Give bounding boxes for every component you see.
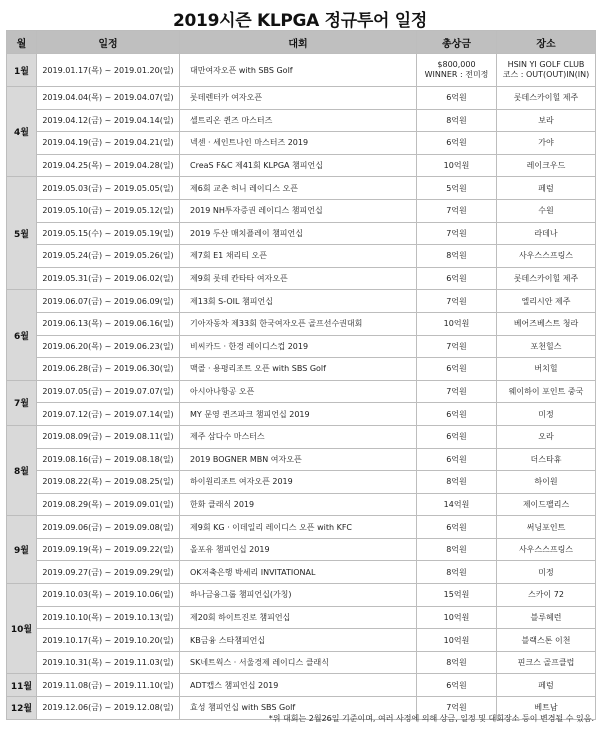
venue-cell: 오라: [497, 425, 596, 448]
venue-cell: 베트남: [497, 697, 596, 720]
date-cell: 2019.06.07(금) ~ 2019.06.09(일): [37, 290, 180, 313]
date-cell: 2019.05.10(금) ~ 2019.05.12(일): [37, 199, 180, 222]
prize-cell: 7억원: [417, 335, 497, 358]
date-cell: 2019.06.13(목) ~ 2019.06.16(일): [37, 312, 180, 335]
prize-cell: 6억원: [417, 267, 497, 290]
date-cell: 2019.05.03(금) ~ 2019.05.05(일): [37, 177, 180, 200]
table-row: [7, 538, 596, 561]
prize-cell: 6억원: [417, 516, 497, 539]
prize-cell: 7억원: [417, 290, 497, 313]
month-cell: 4월: [7, 87, 37, 177]
table-row: [7, 380, 596, 403]
venue-cell: 가야: [497, 132, 596, 155]
prize-cell: 5억원: [417, 177, 497, 200]
venue-cell: [497, 54, 596, 87]
table-row: [7, 651, 596, 674]
event-cell: 2019 NH투자증권 레이디스 챔피언십: [180, 199, 417, 222]
date-cell: 2019.07.12(금) ~ 2019.07.14(일): [37, 403, 180, 426]
table-header-row: [7, 31, 596, 54]
date-cell: 2019.10.10(목) ~ 2019.10.13(일): [37, 606, 180, 629]
table-row: [7, 109, 596, 132]
header-event: 대회: [180, 31, 417, 54]
date-cell: 2019.05.15(수) ~ 2019.05.19(일): [37, 222, 180, 245]
month-cell: 9월: [7, 516, 37, 584]
venue-cell: 베어즈베스트 청라: [497, 312, 596, 335]
event-cell: 맥콜 · 용평리조트 오픈 with SBS Golf: [180, 358, 417, 381]
table-row: [7, 448, 596, 471]
table-row: [7, 584, 596, 607]
prize-cell: 6억원: [417, 674, 497, 697]
event-cell: 제9회 롯데 칸타타 여자오픈: [180, 267, 417, 290]
venue-cell: 미정: [497, 403, 596, 426]
table-row: [7, 335, 596, 358]
table-row: [7, 674, 596, 697]
venue-cell: 엘리시안 제주: [497, 290, 596, 313]
prize-cell: 10억원: [417, 154, 497, 177]
table-row: [7, 245, 596, 268]
prize-cell: 7억원: [417, 222, 497, 245]
event-cell: 2019 BOGNER MBN 여자오픈: [180, 448, 417, 471]
table-row: [7, 154, 596, 177]
prize-cell: 8억원: [417, 538, 497, 561]
event-cell: 제9회 KG · 이데일리 레이디스 오픈 with KFC: [180, 516, 417, 539]
venue-cell: 페럼: [497, 177, 596, 200]
venue-cell: 롯데스카이힐 제주: [497, 267, 596, 290]
date-cell: 2019.04.19(금) ~ 2019.04.21(일): [37, 132, 180, 155]
prize-cell: 7억원: [417, 697, 497, 720]
prize-cell: 8억원: [417, 561, 497, 584]
event-cell: 효성 챔피언십 with SBS Golf: [180, 697, 417, 720]
header-date: 일정: [37, 31, 180, 54]
prize-cell: 8억원: [417, 109, 497, 132]
month-cell: 8월: [7, 425, 37, 515]
venue-cell: 수원: [497, 199, 596, 222]
table-row: [7, 267, 596, 290]
date-cell: 2019.05.24(금) ~ 2019.05.26(일): [37, 245, 180, 268]
date-cell: 2019.06.20(목) ~ 2019.06.23(일): [37, 335, 180, 358]
venue-cell: 포천힐스: [497, 335, 596, 358]
event-cell: OK저축은행 박세리 INVITATIONAL: [180, 561, 417, 584]
venue-cell: 블랙스톤 이천: [497, 629, 596, 652]
venue-cell: 버치힐: [497, 358, 596, 381]
table-row: [7, 493, 596, 516]
month-cell: 10월: [7, 584, 37, 674]
event-cell: KB금융 스타챔피언십: [180, 629, 417, 652]
prize-cell: 6억원: [417, 425, 497, 448]
month-cell: 12월: [7, 697, 37, 720]
date-cell: 2019.12.06(금) ~ 2019.12.08(일): [37, 697, 180, 720]
event-cell: 한화 클래식 2019: [180, 493, 417, 516]
table-row: [7, 222, 596, 245]
date-cell: 2019.08.29(목) ~ 2019.09.01(일): [37, 493, 180, 516]
event-cell: 제주 삼다수 마스터스: [180, 425, 417, 448]
event-cell: 제13회 S-OIL 챔피언십: [180, 290, 417, 313]
venue-cell: 웨이하이 포인트 중국: [497, 380, 596, 403]
table-row: [7, 177, 596, 200]
prize-cell: 8억원: [417, 471, 497, 494]
header-prize: 총상금: [417, 31, 497, 54]
header-venue: 장소: [497, 31, 596, 54]
venue-cell: 페럼: [497, 674, 596, 697]
header-month: 월: [7, 31, 37, 54]
prize-cell: 15억원: [417, 584, 497, 607]
date-cell: 2019.08.22(목) ~ 2019.08.25(일): [37, 471, 180, 494]
date-cell: 2019.06.28(금) ~ 2019.06.30(일): [37, 358, 180, 381]
table-row: [7, 471, 596, 494]
table-row: [7, 425, 596, 448]
prize-cell: 10억원: [417, 629, 497, 652]
event-cell: 아시아나항공 오픈: [180, 380, 417, 403]
date-cell: 2019.05.31(금) ~ 2019.06.02(일): [37, 267, 180, 290]
venue-cell: 미정: [497, 561, 596, 584]
venue-cell: 롯데스카이힐 제주: [497, 87, 596, 110]
date-cell: 2019.09.06(금) ~ 2019.09.08(일): [37, 516, 180, 539]
prize-cell: 10억원: [417, 312, 497, 335]
table-row: [7, 312, 596, 335]
event-cell: 제6회 교촌 허니 레이디스 오픈: [180, 177, 417, 200]
event-cell: 기아자동차 제33회 한국여자오픈 골프선수권대회: [180, 312, 417, 335]
month-cell: 11월: [7, 674, 37, 697]
prize-cell: 6억원: [417, 358, 497, 381]
date-cell: 2019.10.31(목) ~ 2019.11.03(일): [37, 651, 180, 674]
event-cell: 2019 두산 매치플레이 챔피언십: [180, 222, 417, 245]
event-cell: 넥센 · 세인트나인 마스터즈 2019: [180, 132, 417, 155]
event-cell: SK네트웍스 · 서울경제 레이디스 클래식: [180, 651, 417, 674]
prize-cell: [417, 54, 497, 87]
table-row: [7, 606, 596, 629]
prize-cell: 6억원: [417, 403, 497, 426]
date-cell: 2019.04.25(목) ~ 2019.04.28(일): [37, 154, 180, 177]
venue-cell: 제이드팰리스: [497, 493, 596, 516]
table-row: [7, 87, 596, 110]
table-row: [7, 132, 596, 155]
date-cell: 2019.08.16(금) ~ 2019.08.18(일): [37, 448, 180, 471]
month-cell: 7월: [7, 380, 37, 425]
footnote: *위 대회는 2월26일 기준이며, 여러 사정에 의해 상금, 일정 및 대회장소 등이 변경될 수 있음.: [268, 714, 594, 723]
venue-cell: 스카이 72: [497, 584, 596, 607]
event-cell: MY 문영 퀸즈파크 챔피언십 2019: [180, 403, 417, 426]
venue-cell: 써닝포인트: [497, 516, 596, 539]
event-cell: CreaS F&C 제41회 KLPGA 챔피언십: [180, 154, 417, 177]
prize-cell: 10억원: [417, 606, 497, 629]
event-cell: ADT캡스 챔피언십 2019: [180, 674, 417, 697]
date-cell: 2019.09.27(금) ~ 2019.09.29(일): [37, 561, 180, 584]
venue-cell: 블루헤런: [497, 606, 596, 629]
date-cell: 2019.08.09(금) ~ 2019.08.11(일): [37, 425, 180, 448]
event-cell: 올포유 챔피언십 2019: [180, 538, 417, 561]
venue-line: 코스 : OUT(OUT)IN(IN): [502, 70, 590, 79]
table-row: [7, 358, 596, 381]
month-cell: 5월: [7, 177, 37, 290]
prize-cell: 7억원: [417, 380, 497, 403]
month-cell: 1월: [7, 54, 37, 87]
date-cell: 2019.04.12(금) ~ 2019.04.14(일): [37, 109, 180, 132]
table-row: [7, 54, 596, 87]
table-row: [7, 403, 596, 426]
prize-cell: 6억원: [417, 448, 497, 471]
venue-cell: 레이크우드: [497, 154, 596, 177]
venue-cell: 하이원: [497, 471, 596, 494]
table-row: [7, 629, 596, 652]
prize-cell: 8억원: [417, 245, 497, 268]
page-title: 2019시즌 KLPGA 정규투어 일정: [172, 11, 428, 31]
prize-line: $800,000: [437, 60, 476, 69]
date-cell: 2019.04.04(목) ~ 2019.04.07(일): [37, 87, 180, 110]
event-cell: 제7회 E1 채리티 오픈: [180, 245, 417, 268]
date-cell: 2019.10.17(목) ~ 2019.10.20(일): [37, 629, 180, 652]
table-row: [7, 290, 596, 313]
venue-line: HSIN YI GOLF CLUB: [507, 60, 585, 69]
date-cell: 2019.01.17(목) ~ 2019.01.20(일): [37, 54, 180, 87]
venue-cell: 라데나: [497, 222, 596, 245]
prize-cell: 7억원: [417, 199, 497, 222]
date-cell: 2019.09.19(목) ~ 2019.09.22(일): [37, 538, 180, 561]
month-cell: 6월: [7, 290, 37, 380]
event-cell: 하나금융그룹 챔피언십(가칭): [180, 584, 417, 607]
event-cell: 셀트리온 퀸즈 마스터즈: [180, 109, 417, 132]
event-cell: 대만여자오픈 with SBS Golf: [180, 54, 417, 87]
table-row: [7, 516, 596, 539]
venue-cell: 핀크스 골프클럽: [497, 651, 596, 674]
prize-cell: 8억원: [417, 651, 497, 674]
table-row: [7, 199, 596, 222]
venue-cell: 사우스스프링스: [497, 538, 596, 561]
date-cell: 2019.11.08(금) ~ 2019.11.10(일): [37, 674, 180, 697]
prize-cell: 6억원: [417, 87, 497, 110]
event-cell: 롯데렌터카 여자오픈: [180, 87, 417, 110]
schedule-table: [6, 30, 596, 720]
date-cell: 2019.10.03(목) ~ 2019.10.06(일): [37, 584, 180, 607]
prize-cell: 6억원: [417, 132, 497, 155]
venue-cell: 더스타휴: [497, 448, 596, 471]
event-cell: 제20회 하이트진로 챔피언십: [180, 606, 417, 629]
table-row: [7, 561, 596, 584]
event-cell: 하이원리조트 여자오픈 2019: [180, 471, 417, 494]
prize-cell: 14억원: [417, 493, 497, 516]
venue-cell: 보라: [497, 109, 596, 132]
date-cell: 2019.07.05(금) ~ 2019.07.07(일): [37, 380, 180, 403]
event-cell: 비씨카드 · 한경 레이디스컵 2019: [180, 335, 417, 358]
venue-cell: 사우스스프링스: [497, 245, 596, 268]
table-body: [7, 54, 596, 720]
prize-line: WINNER : 전미정: [424, 70, 489, 79]
